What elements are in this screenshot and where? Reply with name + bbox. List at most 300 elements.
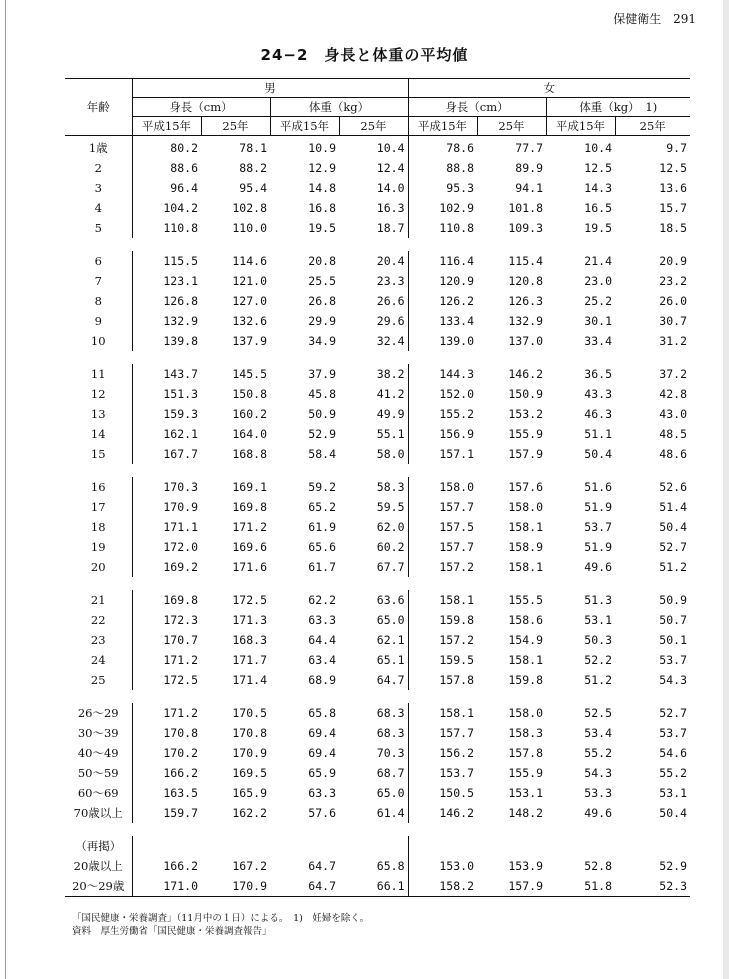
value-cell: 172.5 bbox=[132, 670, 201, 690]
value-cell: 10.4 bbox=[584, 141, 612, 155]
value-cell: 69.4 bbox=[308, 746, 336, 760]
section-label: 保健衛生 bbox=[613, 12, 662, 26]
value-cell: 37.2 bbox=[659, 367, 687, 381]
value-cell: 88.8 bbox=[408, 158, 477, 178]
value-cell: 153.2 bbox=[508, 407, 543, 421]
value-cell: 52.5 bbox=[584, 706, 612, 720]
source-note: 資料 厚生労働省「国民健康・栄養調査報告」 bbox=[72, 926, 272, 937]
spacer-cell bbox=[65, 351, 690, 364]
value-cell: 157.5 bbox=[408, 517, 477, 537]
value-cell bbox=[615, 836, 690, 856]
value-cell: 95.3 bbox=[408, 178, 477, 198]
age-cell: 40〜49 bbox=[77, 746, 119, 760]
value-cell: 158.0 bbox=[508, 500, 543, 514]
value-cell: 51.3 bbox=[584, 593, 612, 607]
table-row bbox=[65, 497, 690, 517]
value-cell: 51.4 bbox=[659, 500, 687, 514]
age-cell: 6 bbox=[94, 254, 102, 268]
table-row bbox=[65, 610, 690, 630]
value-cell: 126.8 bbox=[132, 291, 201, 311]
value-cell: 66.1 bbox=[339, 876, 408, 897]
value-cell: 51.9 bbox=[584, 500, 612, 514]
value-cell: 37.9 bbox=[308, 367, 336, 381]
male-height-header: 身長（cm） bbox=[132, 98, 270, 117]
value-cell: 61.4 bbox=[376, 806, 405, 820]
value-cell: 51.6 bbox=[584, 480, 612, 494]
value-cell: 158.1 bbox=[508, 560, 543, 574]
value-cell: 169.6 bbox=[232, 540, 267, 554]
value-cell: 49.9 bbox=[376, 407, 405, 421]
spacer-cell bbox=[65, 238, 690, 251]
value-cell: 94.1 bbox=[515, 181, 543, 195]
value-cell: 62.2 bbox=[308, 593, 336, 607]
age-cell: 11 bbox=[90, 367, 106, 381]
value-cell: 50.9 bbox=[659, 593, 687, 607]
value-cell: 166.2 bbox=[132, 856, 201, 876]
year-header: 25年 bbox=[477, 117, 546, 136]
value-cell: 63.4 bbox=[308, 653, 336, 667]
value-cell: 70.3 bbox=[376, 746, 405, 760]
value-cell: 15.7 bbox=[659, 201, 687, 215]
value-cell: 69.4 bbox=[308, 726, 336, 740]
value-cell: 154.9 bbox=[508, 633, 543, 647]
value-cell: 20.8 bbox=[308, 254, 336, 268]
value-cell: 12.5 bbox=[584, 161, 612, 175]
value-cell: 80.2 bbox=[132, 136, 201, 159]
value-cell: 55.2 bbox=[659, 766, 687, 780]
value-cell: 120.8 bbox=[508, 274, 543, 288]
value-cell: 159.8 bbox=[508, 673, 543, 687]
table-body bbox=[65, 136, 690, 897]
value-cell: 52.7 bbox=[659, 706, 687, 720]
value-cell: 169.1 bbox=[232, 480, 267, 494]
value-cell: 172.0 bbox=[132, 537, 201, 557]
value-cell: 143.7 bbox=[132, 364, 201, 384]
female-height-header: 身長（cm） bbox=[408, 98, 546, 117]
value-cell: 48.6 bbox=[659, 447, 687, 461]
value-cell: 158.2 bbox=[408, 876, 477, 897]
value-cell: 170.8 bbox=[232, 726, 267, 740]
spacer-cell bbox=[65, 690, 690, 703]
value-cell: 19.5 bbox=[584, 221, 612, 235]
value-cell: 167.2 bbox=[232, 859, 267, 873]
value-cell: 158.9 bbox=[508, 540, 543, 554]
value-cell: 68.3 bbox=[376, 726, 405, 740]
value-cell: 127.0 bbox=[232, 294, 267, 308]
value-cell: 23.0 bbox=[584, 274, 612, 288]
value-cell: 51.2 bbox=[584, 673, 612, 687]
value-cell: 169.8 bbox=[232, 500, 267, 514]
table-row bbox=[65, 557, 690, 577]
value-cell: 157.1 bbox=[408, 444, 477, 464]
value-cell: 171.7 bbox=[232, 653, 267, 667]
page-header bbox=[605, 10, 696, 27]
value-cell: 163.5 bbox=[132, 783, 201, 803]
value-cell: 64.7 bbox=[270, 876, 339, 897]
value-cell: 155.9 bbox=[508, 427, 543, 441]
value-cell: 146.2 bbox=[408, 803, 477, 823]
value-cell: 63.3 bbox=[308, 613, 336, 627]
value-cell: 158.0 bbox=[508, 706, 543, 720]
value-cell: 96.4 bbox=[132, 178, 201, 198]
table-row bbox=[65, 763, 690, 783]
table-row bbox=[65, 291, 690, 311]
value-cell: 156.9 bbox=[408, 424, 477, 444]
age-cell: 2 bbox=[94, 161, 102, 175]
value-cell: 50.4 bbox=[659, 806, 687, 820]
table-row bbox=[65, 364, 690, 384]
value-cell: 159.5 bbox=[408, 650, 477, 670]
value-cell: 158.1 bbox=[408, 703, 477, 723]
table-row bbox=[65, 803, 690, 823]
value-cell: 61.9 bbox=[308, 520, 336, 534]
value-cell: 52.6 bbox=[659, 480, 687, 494]
value-cell: 50.3 bbox=[584, 633, 612, 647]
year-header: 25年 bbox=[615, 117, 690, 136]
age-cell: （再掲） bbox=[75, 839, 122, 853]
value-cell: 50.4 bbox=[584, 447, 612, 461]
table-row bbox=[65, 404, 690, 424]
table-title: 24−2 身長と体重の平均値 bbox=[260, 46, 469, 64]
value-cell: 171.6 bbox=[232, 560, 267, 574]
value-cell: 166.2 bbox=[132, 763, 201, 783]
value-cell: 58.4 bbox=[308, 447, 336, 461]
value-cell: 52.3 bbox=[615, 876, 690, 897]
value-cell: 132.9 bbox=[132, 311, 201, 331]
value-cell: 65.8 bbox=[376, 859, 405, 873]
value-cell: 10.9 bbox=[308, 141, 336, 155]
value-cell: 160.2 bbox=[232, 407, 267, 421]
value-cell: 77.7 bbox=[515, 141, 543, 155]
value-cell: 64.7 bbox=[308, 859, 336, 873]
value-cell: 57.6 bbox=[308, 806, 336, 820]
value-cell: 60.2 bbox=[376, 540, 405, 554]
value-cell: 168.8 bbox=[232, 447, 267, 461]
value-cell: 169.8 bbox=[132, 590, 201, 610]
value-cell: 88.6 bbox=[132, 158, 201, 178]
age-cell: 9 bbox=[94, 314, 102, 328]
value-cell: 150.5 bbox=[408, 783, 477, 803]
value-cell: 52.8 bbox=[584, 859, 612, 873]
age-header: 年齢 bbox=[65, 79, 132, 136]
table-row bbox=[65, 537, 690, 557]
value-cell: 165.9 bbox=[232, 786, 267, 800]
value-cell: 32.4 bbox=[376, 334, 405, 348]
value-cell: 65.6 bbox=[308, 540, 336, 554]
value-cell: 153.7 bbox=[408, 763, 477, 783]
table-row bbox=[65, 590, 690, 610]
value-cell: 59.2 bbox=[308, 480, 336, 494]
age-cell: 16 bbox=[90, 480, 106, 494]
value-cell: 12.9 bbox=[308, 161, 336, 175]
value-cell bbox=[477, 836, 546, 856]
value-cell: 14.3 bbox=[584, 181, 612, 195]
value-cell: 52.9 bbox=[659, 859, 687, 873]
value-cell: 64.7 bbox=[376, 673, 405, 687]
value-cell: 150.9 bbox=[508, 387, 543, 401]
value-cell: 42.8 bbox=[659, 387, 687, 401]
value-cell: 55.2 bbox=[584, 746, 612, 760]
value-cell: 153.9 bbox=[508, 859, 543, 873]
value-cell: 157.9 bbox=[508, 447, 543, 461]
value-cell: 137.0 bbox=[508, 334, 543, 348]
value-cell bbox=[339, 836, 408, 856]
value-cell: 18.7 bbox=[376, 221, 405, 235]
table-row bbox=[65, 331, 690, 351]
value-cell: 59.5 bbox=[376, 500, 405, 514]
value-cell: 157.7 bbox=[408, 723, 477, 743]
group-spacer bbox=[65, 464, 690, 477]
value-cell: 153.1 bbox=[508, 786, 543, 800]
value-cell: 9.7 bbox=[666, 141, 687, 155]
group-spacer bbox=[65, 238, 690, 251]
value-cell: 18.5 bbox=[659, 221, 687, 235]
value-cell: 45.8 bbox=[308, 387, 336, 401]
value-cell: 153.0 bbox=[408, 856, 477, 876]
table-row bbox=[65, 251, 690, 271]
value-cell: 139.8 bbox=[132, 331, 201, 351]
value-cell: 157.6 bbox=[508, 480, 543, 494]
value-cell: 171.3 bbox=[232, 613, 267, 627]
value-cell: 169.2 bbox=[132, 557, 201, 577]
value-cell: 54.3 bbox=[659, 673, 687, 687]
value-cell: 26.0 bbox=[659, 294, 687, 308]
value-cell: 50.9 bbox=[308, 407, 336, 421]
value-cell: 164.0 bbox=[232, 427, 267, 441]
year-header: 平成15年 bbox=[270, 117, 339, 136]
value-cell: 150.8 bbox=[232, 387, 267, 401]
page-shadow bbox=[723, 0, 729, 979]
value-cell: 67.7 bbox=[376, 560, 405, 574]
age-cell: 7 bbox=[94, 274, 102, 288]
value-cell: 51.8 bbox=[546, 876, 615, 897]
value-cell: 170.7 bbox=[132, 630, 201, 650]
table-row bbox=[65, 783, 690, 803]
value-cell: 65.8 bbox=[308, 706, 336, 720]
table-row bbox=[65, 876, 690, 897]
table-row bbox=[65, 743, 690, 763]
value-cell: 115.5 bbox=[132, 251, 201, 271]
female-header: 女 bbox=[408, 79, 690, 98]
value-cell: 171.0 bbox=[132, 876, 201, 897]
group-spacer bbox=[65, 351, 690, 364]
value-cell: 34.9 bbox=[308, 334, 336, 348]
age-cell: 70歳以上 bbox=[73, 806, 123, 820]
value-cell: 158.3 bbox=[508, 726, 543, 740]
age-cell: 17 bbox=[90, 500, 106, 514]
value-cell: 109.3 bbox=[508, 221, 543, 235]
value-cell: 104.2 bbox=[132, 198, 201, 218]
age-cell: 3 bbox=[94, 181, 102, 195]
table-row bbox=[65, 836, 690, 856]
value-cell: 139.0 bbox=[408, 331, 477, 351]
value-cell: 52.2 bbox=[584, 653, 612, 667]
value-cell: 155.9 bbox=[508, 766, 543, 780]
value-cell: 110.8 bbox=[132, 218, 201, 238]
value-cell: 38.2 bbox=[376, 367, 405, 381]
value-cell bbox=[132, 836, 201, 856]
age-cell: 20歳以上 bbox=[73, 859, 123, 873]
value-cell: 172.3 bbox=[132, 610, 201, 630]
value-cell: 158.6 bbox=[508, 613, 543, 627]
value-cell: 146.2 bbox=[508, 367, 543, 381]
value-cell: 170.9 bbox=[201, 876, 270, 897]
age-cell: 15 bbox=[90, 447, 106, 461]
male-header: 男 bbox=[132, 79, 408, 98]
value-cell: 62.1 bbox=[376, 633, 405, 647]
value-cell: 29.9 bbox=[308, 314, 336, 328]
spacer-cell bbox=[65, 823, 690, 836]
page-edge bbox=[5, 0, 6, 979]
value-cell: 171.4 bbox=[232, 673, 267, 687]
value-cell: 158.1 bbox=[408, 590, 477, 610]
value-cell: 157.2 bbox=[408, 630, 477, 650]
value-cell: 51.2 bbox=[659, 560, 687, 574]
footnote: 「国民健康・栄養調査」（11月中の１日）による。 1) 妊婦を除く。 bbox=[72, 913, 370, 924]
value-cell: 68.9 bbox=[308, 673, 336, 687]
value-cell: 144.3 bbox=[408, 364, 477, 384]
value-cell: 65.2 bbox=[308, 500, 336, 514]
value-cell: 65.0 bbox=[376, 613, 405, 627]
age-cell: 19 bbox=[90, 540, 106, 554]
table-row bbox=[65, 477, 690, 497]
year-header: 平成15年 bbox=[408, 117, 477, 136]
value-cell bbox=[201, 836, 270, 856]
age-cell: 23 bbox=[90, 633, 106, 647]
value-cell: 51.9 bbox=[584, 540, 612, 554]
age-cell: 20〜29歳 bbox=[65, 876, 132, 897]
value-cell: 145.5 bbox=[232, 367, 267, 381]
value-cell: 23.2 bbox=[659, 274, 687, 288]
value-cell: 49.6 bbox=[584, 560, 612, 574]
value-cell: 53.1 bbox=[584, 613, 612, 627]
value-cell: 25.2 bbox=[584, 294, 612, 308]
value-cell: 16.8 bbox=[308, 201, 336, 215]
value-cell: 126.3 bbox=[508, 294, 543, 308]
value-cell: 12.5 bbox=[659, 161, 687, 175]
value-cell: 126.2 bbox=[408, 291, 477, 311]
age-cell: 30〜39 bbox=[77, 726, 119, 740]
value-cell: 157.2 bbox=[408, 557, 477, 577]
group-spacer bbox=[65, 690, 690, 703]
value-cell: 65.1 bbox=[376, 653, 405, 667]
value-cell: 53.1 bbox=[659, 786, 687, 800]
table-row bbox=[65, 158, 690, 178]
value-cell: 116.4 bbox=[408, 251, 477, 271]
value-cell: 110.0 bbox=[232, 221, 267, 235]
value-cell: 12.4 bbox=[376, 161, 405, 175]
age-cell: 60〜69 bbox=[77, 786, 119, 800]
table-row bbox=[65, 630, 690, 650]
spacer-cell bbox=[65, 577, 690, 590]
value-cell: 78.6 bbox=[408, 136, 477, 159]
value-cell: 170.8 bbox=[132, 723, 201, 743]
value-cell bbox=[546, 836, 615, 856]
year-header: 平成15年 bbox=[132, 117, 201, 136]
value-cell: 68.3 bbox=[376, 706, 405, 720]
value-cell: 65.9 bbox=[308, 766, 336, 780]
value-cell: 63.6 bbox=[376, 593, 405, 607]
value-cell: 65.0 bbox=[376, 786, 405, 800]
table-row bbox=[65, 703, 690, 723]
table-row bbox=[65, 517, 690, 537]
age-cell: 20 bbox=[90, 560, 106, 574]
value-cell: 29.6 bbox=[376, 314, 405, 328]
female-weight-header: 体重（kg） 1) bbox=[546, 98, 690, 117]
value-cell: 155.2 bbox=[408, 404, 477, 424]
value-cell: 31.2 bbox=[659, 334, 687, 348]
value-cell: 171.1 bbox=[132, 517, 201, 537]
age-cell: 21 bbox=[90, 593, 106, 607]
value-cell: 89.9 bbox=[515, 161, 543, 175]
value-cell: 170.2 bbox=[132, 743, 201, 763]
value-cell: 41.2 bbox=[376, 387, 405, 401]
year-header: 25年 bbox=[339, 117, 408, 136]
group-spacer bbox=[65, 577, 690, 590]
value-cell: 52.9 bbox=[308, 427, 336, 441]
table-row bbox=[65, 178, 690, 198]
value-cell: 171.2 bbox=[132, 703, 201, 723]
value-cell: 132.9 bbox=[508, 314, 543, 328]
value-cell: 170.3 bbox=[132, 477, 201, 497]
value-cell: 48.5 bbox=[659, 427, 687, 441]
age-cell: 14 bbox=[90, 427, 106, 441]
value-cell: 156.2 bbox=[408, 743, 477, 763]
value-cell: 50.4 bbox=[659, 520, 687, 534]
value-cell: 63.3 bbox=[308, 786, 336, 800]
value-cell: 26.6 bbox=[376, 294, 405, 308]
age-cell: 25 bbox=[90, 673, 106, 687]
value-cell: 157.8 bbox=[508, 746, 543, 760]
age-cell: 22 bbox=[90, 613, 106, 627]
value-cell: 133.4 bbox=[408, 311, 477, 331]
value-cell: 68.7 bbox=[376, 766, 405, 780]
value-cell: 157.9 bbox=[477, 876, 546, 897]
age-cell: 8 bbox=[94, 294, 102, 308]
value-cell: 61.7 bbox=[308, 560, 336, 574]
value-cell: 170.9 bbox=[132, 497, 201, 517]
value-cell: 43.3 bbox=[584, 387, 612, 401]
value-cell: 157.7 bbox=[408, 497, 477, 517]
age-cell: 18 bbox=[90, 520, 106, 534]
age-cell: 1歳 bbox=[88, 141, 108, 155]
value-cell: 120.9 bbox=[408, 271, 477, 291]
value-cell: 52.7 bbox=[659, 540, 687, 554]
value-cell: 50.7 bbox=[659, 613, 687, 627]
value-cell: 162.2 bbox=[232, 806, 267, 820]
value-cell: 14.8 bbox=[308, 181, 336, 195]
table-row bbox=[65, 723, 690, 743]
value-cell: 157.8 bbox=[408, 670, 477, 690]
value-cell: 23.3 bbox=[376, 274, 405, 288]
value-cell: 171.2 bbox=[232, 520, 267, 534]
age-cell: 12 bbox=[90, 387, 106, 401]
footnotes bbox=[72, 912, 369, 938]
value-cell: 16.5 bbox=[584, 201, 612, 215]
age-cell: 5 bbox=[94, 221, 102, 235]
table-row bbox=[65, 444, 690, 464]
value-cell: 20.9 bbox=[659, 254, 687, 268]
value-cell: 14.0 bbox=[376, 181, 405, 195]
value-cell: 58.0 bbox=[376, 447, 405, 461]
value-cell: 170.9 bbox=[232, 746, 267, 760]
value-cell: 25.5 bbox=[308, 274, 336, 288]
value-cell: 58.3 bbox=[376, 480, 405, 494]
value-cell: 102.9 bbox=[408, 198, 477, 218]
value-cell bbox=[270, 836, 339, 856]
value-cell: 26.8 bbox=[308, 294, 336, 308]
value-cell: 102.8 bbox=[232, 201, 267, 215]
